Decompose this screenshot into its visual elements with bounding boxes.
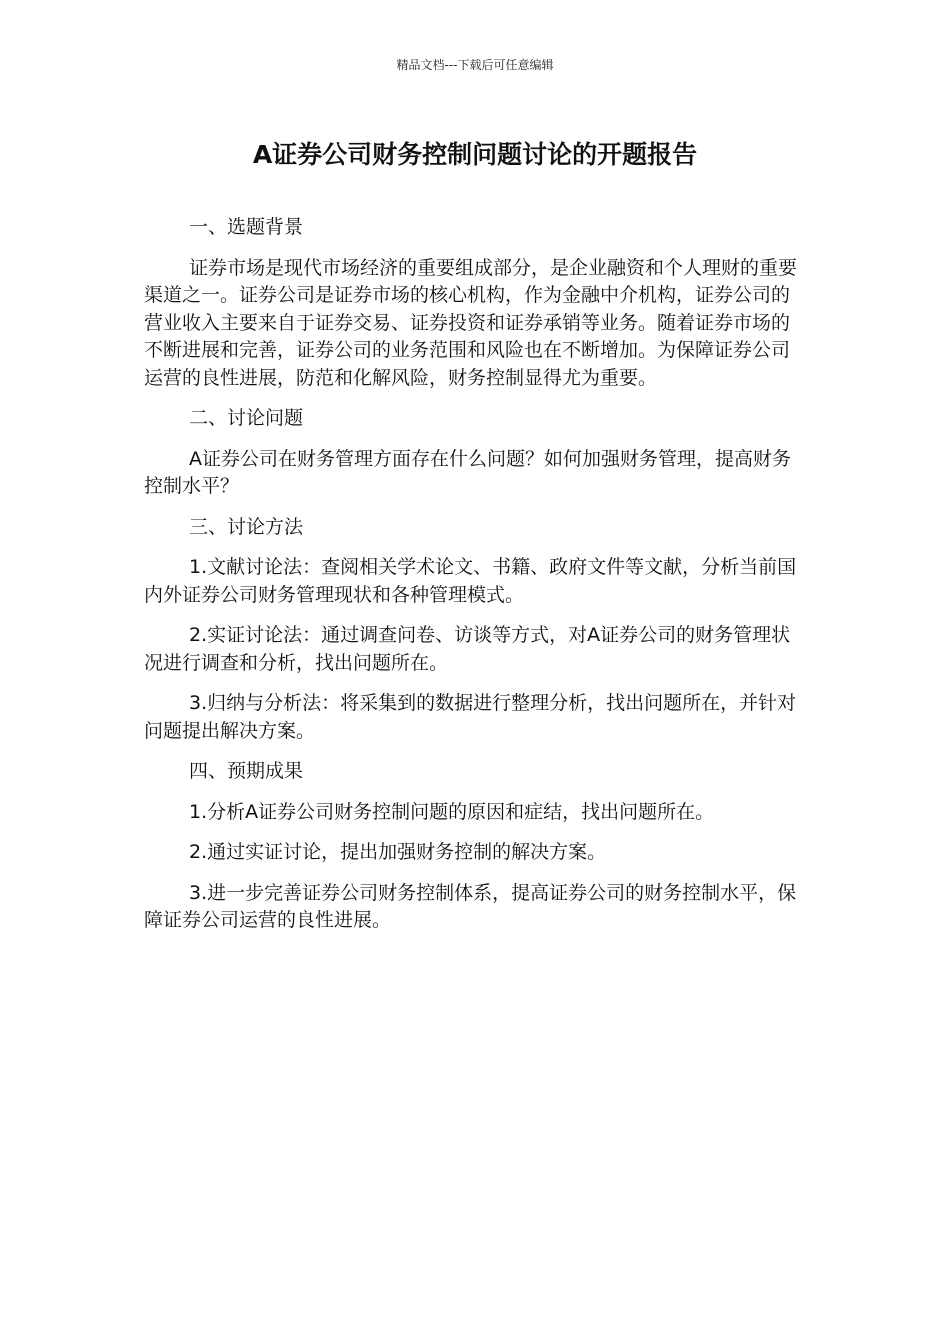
page-header-watermark: 精品文档---下载后可任意编辑: [396, 58, 554, 72]
section-heading: 三、讨论方法: [189, 515, 304, 538]
list-item: 3.进一步完善证券公司财务控制体系，提高证券公司的财务控制水平，保障证券公司运营的良性进展。: [144, 881, 797, 931]
section-heading: 一、选题背景: [189, 216, 304, 238]
list-item: 3.归纳与分析法：将采集到的数据进行整理分析，找出问题所在，并针对问题提出解决方案。: [144, 692, 797, 742]
list-item: 1.分析A证券公司财务控制问题的原因和症结，找出问题所在。: [189, 800, 715, 823]
document-body: [144, 214, 804, 948]
section-heading: 二、讨论问题: [189, 407, 304, 429]
document-title: A证券公司财务控制问题讨论的开题报告: [252, 140, 698, 169]
section-research-question: [144, 405, 804, 501]
paragraph: 证券市场是现代市场经济的重要组成部分，是企业融资和个人理财的重要渠道之一。证券公司是证券市场的核心机构，作为金融中介机构，证券公司的营业收入主要来自于证券交易、证券投资和证券承销等业务。随着证券市场的不断进展和完善，证券公司的业务范围和风险也在不断增加。为保障证券公司运营的良性进展，防范和化解风险，财务控制显得尤为重要。: [144, 256, 798, 389]
list-item: 2.通过实证讨论，提出加强财务控制的解决方案。: [189, 841, 607, 863]
list-item: 1.文献讨论法：查阅相关学术论文、书籍、政府文件等文献，分析当前国内外证券公司财务管理现状和各种管理模式。: [144, 556, 797, 606]
list-item: 2.实证讨论法：通过调查问卷、访谈等方式，对A证券公司的财务管理状况进行调查和分析，找出问题所在。: [144, 624, 791, 674]
section-expected-results: [144, 758, 804, 935]
section-research-methods: [144, 514, 804, 746]
paragraph: A证券公司在财务管理方面存在什么问题？如何加强财务管理，提高财务控制水平？: [144, 447, 791, 497]
section-background: [144, 214, 804, 392]
section-heading: 四、预期成果: [189, 760, 304, 782]
